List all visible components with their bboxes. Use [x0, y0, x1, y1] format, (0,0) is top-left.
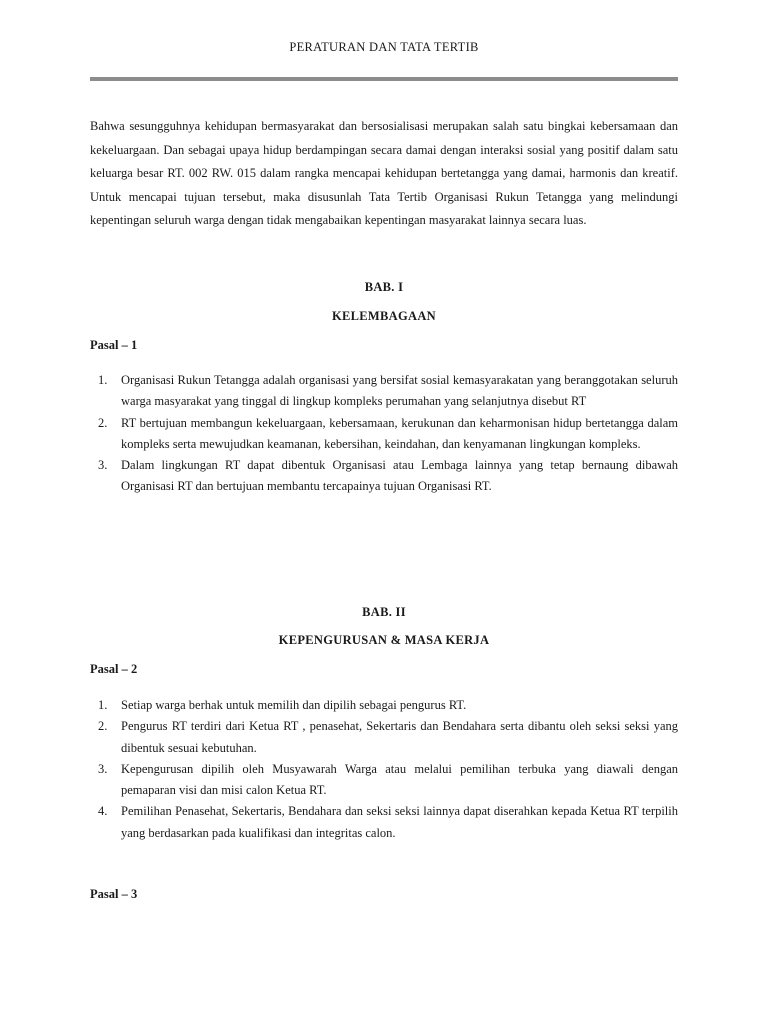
pasal-2-list: [90, 695, 678, 844]
header-divider: [90, 77, 678, 81]
pasal-3-heading: Pasal – 3: [90, 887, 138, 901]
list-item-text: RT bertujuan membangun kekeluargaan, kebersamaan, kerukunan dan keharmonisan hidup bertetangga dalam kompleks serta mewujudkan keamanan, kebersihan, keindahan, dan kenyamanan lingkungan kompleks.: [121, 415, 678, 451]
bab-1-number: BAB. I: [364, 280, 404, 294]
bab-2-title: KEPENGURUSAN & MASA KERJA: [278, 633, 490, 647]
list-item-text: Pengurus RT terdiri dari Ketua RT , penasehat, Sekertaris dan Bendahara serta dibantu oleh seksi seksi yang dibentuk sesuai kebutuhan.: [121, 719, 678, 755]
list-item: [90, 801, 678, 844]
bab-1-title: KELEMBAGAAN: [331, 309, 436, 323]
list-item-number: 1.: [98, 373, 108, 387]
list-item: [90, 413, 678, 456]
list-item: [90, 759, 678, 802]
list-item: [90, 716, 678, 759]
pasal-1-heading: Pasal – 1: [90, 338, 138, 352]
list-item: [90, 695, 678, 716]
pasal-1-list: [90, 370, 678, 498]
list-item-text: Pemilihan Penasehat, Sekertaris, Bendahara dan seksi seksi lainnya dapat diserahkan kepada Ketua RT terpilih yang berdasarkan pada kualifikasi dan integritas calon.: [121, 804, 678, 840]
list-item-number: 2.: [98, 719, 108, 734]
bab-2-number: BAB. II: [362, 605, 406, 619]
list-item-number: 3.: [98, 761, 108, 776]
list-item-text: Kepengurusan dipilih oleh Musyawarah Warga atau melalui pemilihan terbuka yang diawali dengan pemaparan visi dan misi calon Ketua RT.: [121, 761, 678, 798]
intro-paragraph: Bahwa sesungguhnya kehidupan bermasyarakat dan bersosialisasi merupakan salah satu bingkai kebersamaan dan kekeluargaan. Dan sebagai upaya hidup berdampingan secara damai dengan interaksi sosial yang positif dalam satu keluarga besar RT. 002 RW. 015 dalam rangka mencapai kehidupan bertetangga yang damai, harmonis dan kreatif. Untuk mencapai tujuan tersebut, maka disusunlah Tata Tertib Organisasi Rukun Tetangga yang melindungi kepentingan seluruh warga dengan tidak mengabaikan kepentingan masyarakat lainnya secara luas.: [90, 119, 678, 227]
list-item-text: Organisasi Rukun Tetangga adalah organisasi yang bersifat sosial kemasyarakatan yang beranggotakan seluruh warga masyarakat yang tinggal di lingkup kompleks perumahan yang selanjutnya disebut RT: [121, 373, 678, 409]
pasal-2-heading: Pasal – 2: [90, 662, 138, 676]
list-item-number: 4.: [98, 804, 108, 819]
list-item: [90, 455, 678, 498]
list-item: [90, 370, 678, 413]
list-item-number: 1.: [98, 698, 108, 712]
list-item-text: Dalam lingkungan RT dapat dibentuk Organisasi atau Lembaga lainnya yang tetap bernaung dibawah Organisasi RT dan bertujuan membantu tercapainya tujuan Organisasi RT.: [121, 458, 678, 494]
list-item-text: Setiap warga berhak untuk memilih dan dipilih sebagai pengurus RT.: [121, 698, 467, 712]
list-item-number: 3.: [98, 458, 108, 473]
page-header-title: PERATURAN DAN TATA TERTIB: [289, 40, 479, 54]
list-item-number: 2.: [98, 415, 108, 430]
